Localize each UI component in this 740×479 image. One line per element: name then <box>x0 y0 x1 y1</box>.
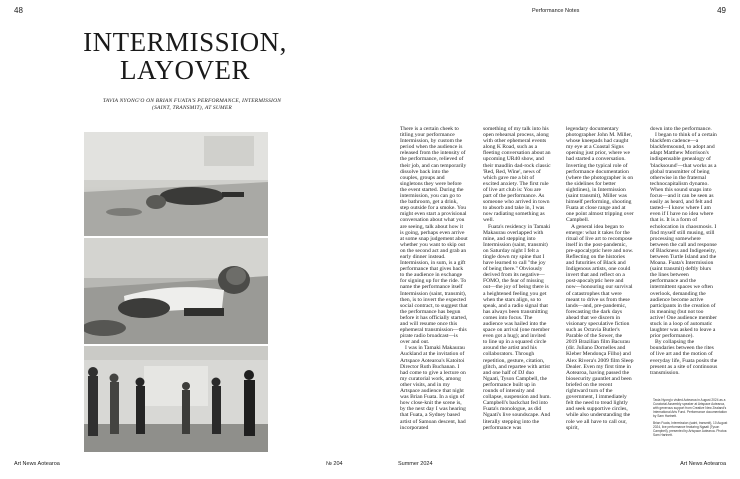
paragraph: I began to think of a certain blackfem cadence—a blackfemsound, to adopt and adapt Matthew Morrison's indispensable genealogy of 'blacksound'—that works as a global transmitter of being otherwise in the fraternal technocapitalism dynamo. When this sound snaps into focus—and it can be seen as easily as heard, and felt and tasted—I know where I am even if I have no idea where that is. It is a form of echolocation in chaosmosis. I find myself still musing, still processing somewhere between the call and response of Blackness and Indigeneity, between Turtle Island and the Moana. Fuata's Intermission (saint transmit) deftly blurs the lines between performance and the intermittent spaces we often overlook, demanding the audience become active participants in the creation of its meaning (but not too active! One audience member stuck in a loop of automatic laughter was asked to leave a prior performance). <box>650 132 717 340</box>
performance-photo-3 <box>84 346 268 452</box>
footer-issue: № 204 <box>326 461 343 467</box>
footer-season: Summer 2024 <box>398 461 433 467</box>
paragraph: I was in Tamaki Makaurau Auckland at the invitation of Artspace Aotearoa's Katoitoi Director Ruth Buchanan. I had come to give a lecture on my curatorial work, among other visits, and in my Artspace audience that night was Brian Fuata. In a sign of how close-knit the scene is, by the next day I was hearing that Fuata, a Sydney based artist of Samoan descent, had incorporated <box>400 345 466 431</box>
performance-photo-2 <box>84 238 268 344</box>
article-subtitle: TAVIA NYONG'O ON BRIAN FUATA'S PERFORMANCE, INTERMISSION (SAINT, TRANSMIT), AT SUMER <box>102 98 282 111</box>
title-line-2: LAYOVER <box>119 55 250 85</box>
page-number-left: 48 <box>14 6 23 15</box>
footer-publication-right: Art News Aotearoa <box>680 461 726 467</box>
body-column-2 <box>483 126 551 454</box>
caption-text: Tavia Nyong'o visited Aotearoa in August 2024 as a Curatorial Assembly speaker at Artspace Aotearoa, with generous support from Creative New Zealand's International Arts Fund. Performance documentation by Sam Hartnett. <box>653 398 727 418</box>
body-column-1 <box>400 126 468 454</box>
footer-publication-left: Art News Aotearoa <box>14 461 60 467</box>
photo-caption <box>653 398 729 440</box>
body-column-3 <box>566 126 634 454</box>
article-title <box>60 28 310 84</box>
title-line-1: INTERMISSION, <box>83 27 287 57</box>
paragraph: By collapsing the boundaries between the rites of live art and the motion of everyday life, Fuata posits the present as a site of continuous transmission. <box>650 339 718 376</box>
page-number-right: 49 <box>717 6 726 15</box>
body-column-4 <box>650 126 718 390</box>
performance-photo-1 <box>84 132 268 236</box>
paragraph: down into the performance. <box>650 126 712 132</box>
section-header: Performance Notes <box>532 8 580 14</box>
paragraph: There is a certain cheek to titling your performance Intermission, by custom the period when the audience is released from the intensity of the performance, relieved of their job, and can temporarily dissolve back into the couples, groups and singletons they were before the event started. During the intermission, you can go to the bathroom, get a drink, step outside for a smoke. You might even start a provisional conversation about what you are seeing, talk about how it is going, perhaps even arrive at some snap judgement about whether you want to skip out on the second act and grab an early dinner instead. Intermission, in sum, is a gift performance that gives back to the audience in exchange for signing up for the ride. To name the performance itself Intermission (saint, transmit), then, is to invert the expected social contract, to suggest that the performance has begun before it has officially started, and will resume once this ephemeral transmission—this pirate radio broadcast—is over and out. <box>400 126 468 346</box>
paragraph: legendary documentary photographer John M. Miller, whose kneepads had caught my eye at a Coastal Signs opening just prior, where we had started a conversation. Inverting the typical role of performance documentation (where the photographer is on the sidelines for better sightlines), in Intermission (saint transmit), Miller was himself performing, shooting Fuata at close range and at one point almost tripping over Campbell. <box>566 126 634 224</box>
paragraph: something of my talk into his open rehearsal process, along with other ephemeral events along K Road, such as a fleeting conversation about an upcoming UR40 show, and their maudlin dad-rock classic 'Red, Red, Wine', news of which gave me a bit of excited anxiety. The first rule of live art club is: You are part of the performance. As someone who arrived in town to absorb and take in, I was now radiating something as well. <box>483 126 551 224</box>
caption-text: Brian Fuata, Intermission (saint, transmit), 10 August 2024, live performance featuring Ngaati (Tyson Campbell), presented by Artspace Aotearoa. Photos: Sam Hartnett. <box>653 421 728 437</box>
paragraph: A general idea began to emerge: what it takes for the ritual of live art to recompose itself in the post-pandemic, pre-apocalyptic here and now. Reflecting on the histories and futurities of Black and Indigenous artists, one could invert that and reflect on a post-apocalyptic here and now—honouring our survival of catastrophes that were meant to drive us from these lands—and, pre-pandemic, forecasting the dark days ahead that we discern in visionary speculative fiction such as Octavia Butler's Parable of the Sower, the 2019 Brazilian film Bacurau (dir. Juliano Dornelles and Kleber Mendonça Filho) and Alex Rivera's 2009 film Sleep Dealer. Even my first time in Aotearoa, having passed the biosecurity gauntlet and been briefed on the recent rightward turn of the government, I immediately felt the need to tread lightly and seek supportive circles, while also understanding the role we all have to call our, spirit, <box>566 223 634 431</box>
paragraph: Fuata's residency in Tamaki Makaurau overlapped with mine, and stepping into Intermission (saint, transmit) on Saturday night I felt a tingle down my spine that I have learned to call "the joy of being there." Obviously derived from its negative—FOMO, the fear of missing out—the joy of being there is a heightened feeling you get when the stars align, so to speak, and a radio signal that has always been transmitting comes into focus. The audience was hailed into the space on arrival (one member even got a hug); and invited to line up in a squared circle around the artist and his collaborators. Through repetition, gesture, citation, glitch, and repartee with artist and one half of DJ duo Ngaati, Tyson Campbell, the performance built up in rounds of intensity and collapse, suspension and hum. Campbell's backchat fed into Fuata's monologue, as did Ngaati's live soundscape. And literally stepping into the performance was <box>483 223 551 431</box>
